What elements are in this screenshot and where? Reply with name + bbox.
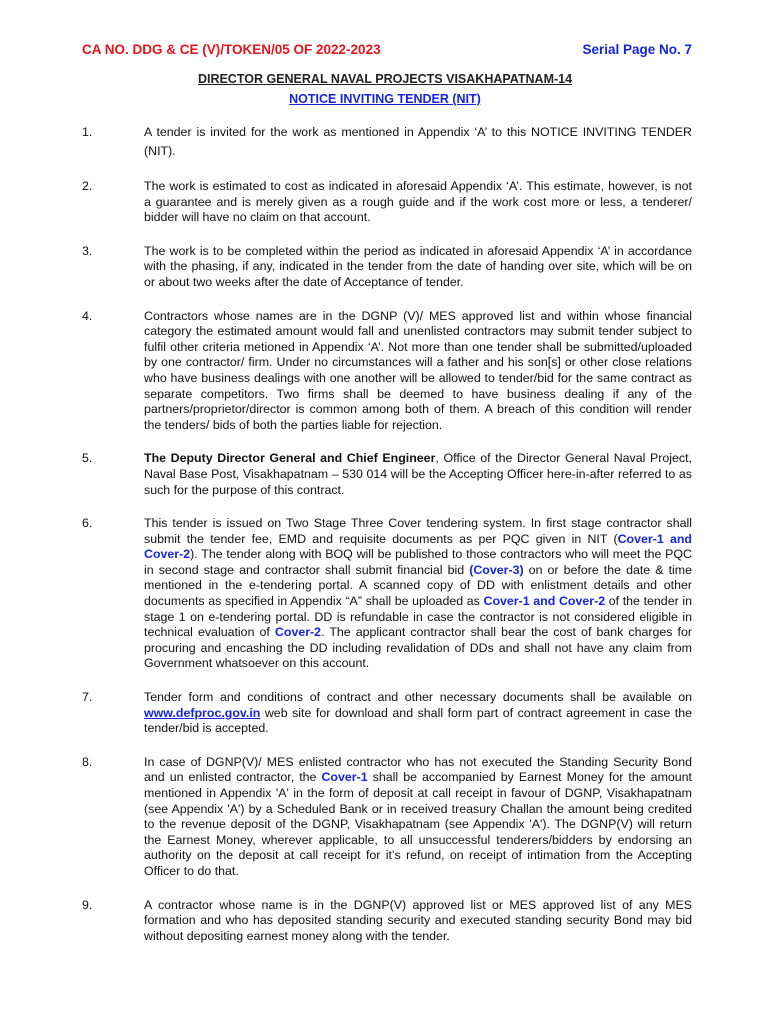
text-segment: In case of DGNP(V)/ MES enlisted contractor who has not executed the Standing Security Bond and un enlisted contractor, the: [144, 754, 692, 785]
clause-number: 2.: [82, 179, 93, 193]
clause-text: [144, 309, 692, 434]
text-segment: Contractors whose names are in the DGNP (V)/ MES approved list and within whose financial category the estimated amount would fall and unenlisted contractors may submit tender subject to fulfil other criteria metioned in Appendix ‘A’. Not more than one tender shall be submitted/uploaded by one contractor/ firm. Under no circumstances will a father and his son[s] or other close relations who have business dealings with one another will be allowed to tender/bid for the same contract as separate competitors. Two firms shall be deemed to have business dealing if any of the partners/proprietor/director is common among both of them. A breach of this condition will render the tenders/ bids of both the parties liable for rejection.: [144, 308, 692, 432]
clause-text: [144, 244, 692, 291]
text-segment: . The applicant contractor shall bear the cost of bank charges for procuring and encashing the DD including revalidation of DDs and shall not have any claim from Government whatsoever on this account.: [144, 625, 692, 671]
cover-highlight: Cover-2: [274, 625, 322, 640]
text-segment: , Office of the Director General Naval Project, Naval Base Post, Visakhapatnam – 530 014 will be the Accepting Officer here-in-after referred to as such for the purpose of this contract.: [144, 451, 692, 497]
clause-number: 4.: [82, 308, 93, 323]
clause-number: 9.: [82, 897, 93, 912]
clause-text: [144, 451, 692, 498]
clause-number: 3.: [82, 243, 93, 258]
accepting-officer-bold: The Deputy Director General and Chief Engineer: [144, 451, 436, 466]
clause-1: [82, 123, 692, 161]
text-segment: A contractor whose name is in the DGNP(V) approved list or MES approved list of any MES formation and who has deposited standing security and executed standing security Bond may bid without depositing earnest money along with the tender.: [144, 897, 692, 943]
defproc-link[interactable]: www.defproc.gov.in: [144, 705, 261, 720]
text-segment: web site for download and shall form part of contract agreement in case the tender/bid is accepted.: [144, 705, 692, 736]
clause-9: [82, 898, 692, 945]
cover-highlight: Cover-1 and Cover-2: [144, 531, 693, 562]
text-segment: This tender is issued on Two Stage Three Cover tendering system. In first stage contractor shall submit the tender fee, EMD and requisite documents as per PQC given in NIT (: [144, 516, 692, 546]
contract-number: CA NO. DDG & CE (V)/TOKEN/05 OF 2022-2023: [82, 42, 381, 57]
clause-3: [82, 244, 692, 291]
clause-number: 7.: [82, 690, 93, 705]
cover-highlight: Cover-1: [321, 770, 368, 785]
document-subtitle: NOTICE INVITING TENDER (NIT): [289, 92, 481, 106]
clause-4: [82, 309, 692, 434]
document-title: DIRECTOR GENERAL NAVAL PROJECTS VISAKHAPATNAM-14: [197, 72, 573, 86]
clause-number: 1.: [82, 125, 93, 139]
clause-text: [144, 123, 692, 161]
clause-7: [82, 690, 692, 737]
clause-text: [144, 898, 692, 945]
text-segment: shall be accompanied by Earnest Money for the amount mentioned in Appendix 'A' in the form of deposit at call receipt in favour of DGNP, Visakhapatnam (see Appendix 'A') by a Scheduled Bank or in received treasury Challan the amount being credited to the revenue deposit of the DGNP, Visakhapatnam (see Appendix 'A'). The DGNP(V) will return the Earnest Money, wherever applicable, to all unsuccessful tenderers/bidders by endorsing an authority on the deposit at call receipt for it’s refund, on receipt of intimation from the Accepting Officer to do that.: [144, 770, 693, 878]
clause-2: [82, 179, 692, 226]
text-segment: Tender form and conditions of contract and other necessary documents shall be available on: [144, 690, 692, 705]
text-segment: The work is to be completed within the period as indicated in aforesaid Appendix ‘A’ in accordance with the phasing, if any, indicated in the tender from the date of handing over site, which will be on or about two weeks after the date of Acceptance of tender.: [144, 243, 692, 289]
serial-page-number: Serial Page No. 7: [582, 42, 692, 57]
text-segment: of the tender in stage 1 on e-tendering portal. DD is refundable in case the contractor is not considered eligible in technical evaluation of: [144, 594, 692, 640]
clause-list: [82, 123, 692, 962]
clause-text: [144, 516, 692, 672]
clause-number: 8.: [82, 754, 93, 769]
text-segment: ). The tender along with BOQ will be published to those contractors who will meet the PQC in second stage and contractor shall submit financial bid: [144, 547, 692, 577]
clause-text: [144, 690, 692, 737]
clause-6: [82, 516, 692, 672]
clause-text: [144, 179, 692, 226]
clause-5: [82, 451, 692, 498]
clause-number: 5.: [82, 451, 93, 466]
clause-8: [82, 755, 692, 880]
text-segment: on or before the date & time mentioned in the e-tendering portal. A scanned copy of DD with enlistment details and other documents as specified in Appendix “A” shall be uploaded as: [144, 562, 692, 609]
clause-text: [144, 755, 692, 880]
cover-highlight: Cover-1 and Cover-2: [483, 594, 606, 609]
cover-highlight: (Cover-3): [469, 562, 524, 577]
clause-number: 6.: [82, 516, 93, 531]
text-segment: The work is estimated to cost as indicated in aforesaid Appendix ‘A’. This estimate, however, is not a guarantee and is merely given as a rough guide and if the work cost more or less, a tenderer/ bidder will have no claim on that account.: [144, 179, 692, 225]
text-segment: A tender is invited for the work as mentioned in Appendix ‘A’ to this NOTICE INVITING TENDER (NIT).: [144, 125, 692, 158]
